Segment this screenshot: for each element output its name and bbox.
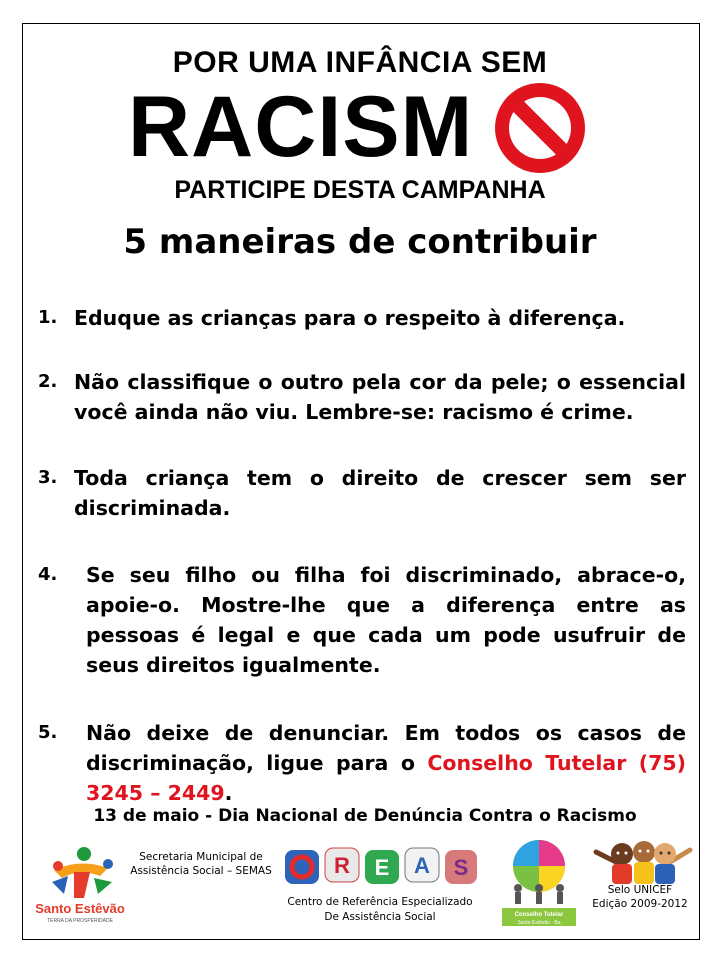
item-number: 5.: [38, 722, 58, 743]
unicef-line1: Selo UNICEF: [607, 884, 673, 896]
headline-top: POR UMA INFÂNCIA SEM: [172, 46, 548, 79]
creas-label: Centro de Referência Especializado De Assistência Social: [287, 896, 473, 923]
item-text-block: [86, 718, 686, 808]
phone-highlight: Conselho Tutelar (75) 3245 – 2449: [86, 751, 686, 805]
list-item: [0, 367, 720, 429]
creas-logo: [283, 842, 479, 890]
svg-text:A: A: [414, 853, 430, 878]
ct-label: Conselho Tutelar: [514, 912, 564, 918]
item-number: 4.: [38, 564, 58, 585]
item-text: Não deixe de denunciar. Em todos os casos de discriminação, ligue para o: [86, 721, 686, 775]
date-line: 13 de maio - Dia Nacional de Denúncia Contra o Racismo: [93, 806, 637, 826]
list-item: [0, 718, 720, 810]
item-number: 1.: [38, 307, 58, 328]
no-entry-icon: [492, 80, 588, 176]
headline-ways: 5 maneiras de contribuir: [123, 222, 597, 262]
item-number: 2.: [38, 371, 58, 392]
ct-sub: Santo Estêvão - Ba: [517, 920, 561, 926]
svg-text:S: S: [453, 855, 469, 880]
item-tail: .: [224, 781, 233, 805]
headline-campaign: PARTICIPE DESTA CAMPANHA: [174, 176, 546, 204]
list-item: [0, 560, 720, 684]
list-item: [0, 463, 720, 525]
svg-text:E: E: [374, 855, 390, 880]
santo-estevao-logo: [34, 836, 126, 928]
unicef-line2: Edição 2009-2012: [592, 898, 688, 910]
unicef-label: [585, 883, 695, 911]
conselho-tutelar-logo: [498, 836, 580, 928]
santo-estevao-name: Santo Estêvão: [35, 901, 125, 916]
headline-racism: RACISM: [128, 79, 474, 175]
item-text: Eduque as crianças para o respeito à diferença.: [74, 306, 626, 330]
list-item: [0, 303, 720, 335]
santo-estevao-tagline: TERRA DA PROSPERIDADE: [47, 918, 113, 924]
unicef-kids-icon: [592, 838, 694, 884]
item-text: Não classifique o outro pela cor da pele; o essencial você ainda não viu. Lembre-se: racismo é crime.: [74, 370, 686, 424]
item-number: 3.: [38, 467, 58, 488]
semas-label: Secretaria Municipal de Assistência Social – SEMAS: [130, 851, 272, 877]
svg-text:R: R: [334, 853, 350, 878]
item-text: Toda criança tem o direito de crescer sem ser discriminada.: [74, 466, 686, 520]
item-text: Se seu filho ou filha foi discriminado, abrace-o, apoie-o. Mostre-lhe que a diferença entre as pessoas é legal e que cada um pode usufruir de seus direitos igualmente.: [86, 563, 686, 677]
